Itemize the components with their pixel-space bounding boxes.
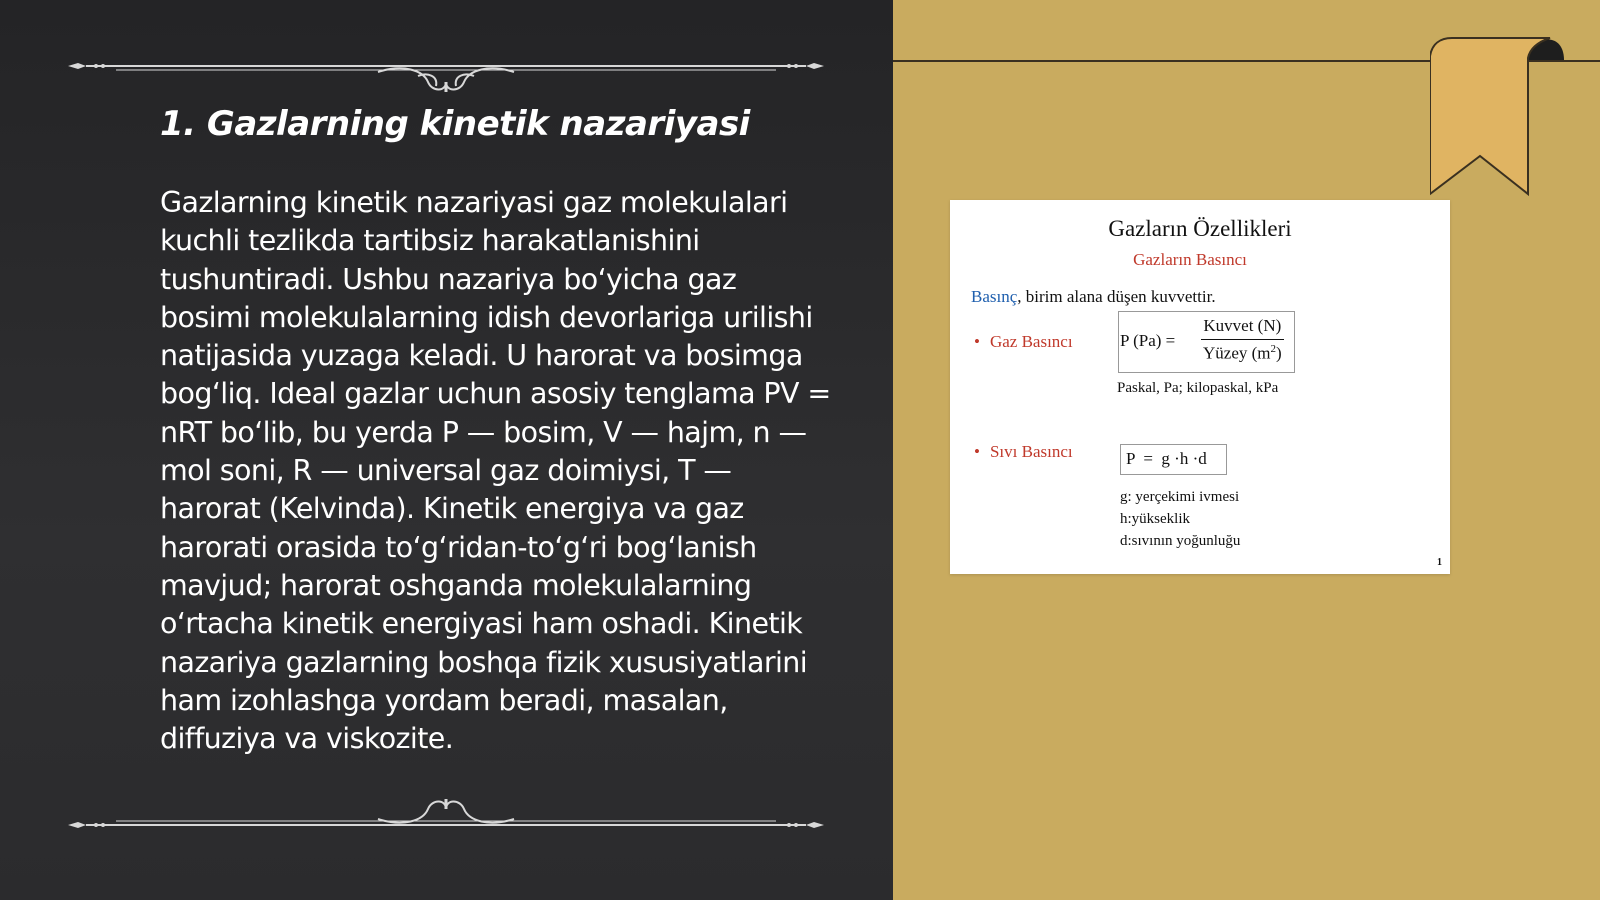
denominator-base: Yüzey (m <box>1203 343 1271 363</box>
bullet-dot-icon: • <box>974 332 980 351</box>
gas-pressure-formula <box>1118 311 1295 373</box>
image-subtitle: Gazların Basıncı <box>1133 250 1247 269</box>
denominator-exponent: 2 <box>1270 343 1277 355</box>
definition-line <box>971 287 1216 307</box>
formula-left: P (Pa) = <box>1120 331 1176 350</box>
formula-fraction <box>1201 316 1284 364</box>
bullet-dot-icon: • <box>974 442 980 461</box>
liquid-pressure-bullet <box>974 442 1073 462</box>
denominator-close: ) <box>1276 343 1282 363</box>
legend-g: g: yerçekimi ivmesi <box>1120 489 1240 505</box>
legend-d: d:sıvının yoğunluğu <box>1120 533 1241 549</box>
liquid-pressure-label: Sıvı Basıncı <box>989 442 1073 461</box>
top-ornament-divider <box>68 42 824 92</box>
slide-body-text: Gazlarning kinetik nazariyasi gaz molekulalari kuchli tezlikda tartibsiz harakatlanishini tushuntiradi. Ushbu nazariya bo‘yicha gaz bosimi molekulalarning idish devorlariga urilishi natijasida yuzaga keladi. U harorat va bosimga bog‘liq. Ideal gazlar uchun asosiy tenglama PV = nRT bo‘lib, bu yerda P — bosim, V — hajm, n — mol soni, R — universal gaz doimiysi, T — harorat (Kelvinda). Kinetik energiya va gaz harorati orasida to‘g‘ridan-to‘g‘ri bog‘lanish mavjud; harorat oshganda molekulalarning o‘rtacha kinetik energiyasi ham oshadi. Kinetik nazariya gazlarning boshqa fizik xususiyatlarini ham izohlashga yordam beradi, masalan, diffuziya va viskozite. <box>160 186 831 756</box>
pressure-units: Paskal, Pa; kilopaskal, kPa <box>1117 380 1279 396</box>
bottom-ornament-divider <box>68 785 824 835</box>
embedded-slide-image <box>950 200 1450 574</box>
gas-pressure-bullet <box>974 332 1073 352</box>
bookmark-ribbon-icon <box>1430 36 1578 200</box>
page-number: 1 <box>1437 557 1442 568</box>
liquid-pressure-formula <box>1120 444 1227 475</box>
legend-h: h:yükseklik <box>1120 511 1190 527</box>
definition-keyword: Basınç <box>971 287 1018 306</box>
liquid-formula-text: P = g ·h ·d <box>1126 449 1207 468</box>
formula-denominator <box>1201 340 1284 364</box>
slide-title: 1. Gazlarning kinetik nazariyasi <box>160 104 750 144</box>
gas-pressure-label: Gaz Basıncı <box>989 332 1073 351</box>
definition-text: , birim alana düşen kuvvettir. <box>1017 287 1216 306</box>
image-title: Gazların Özellikleri <box>1108 216 1292 241</box>
formula-numerator: Kuvvet (N) <box>1201 316 1284 340</box>
